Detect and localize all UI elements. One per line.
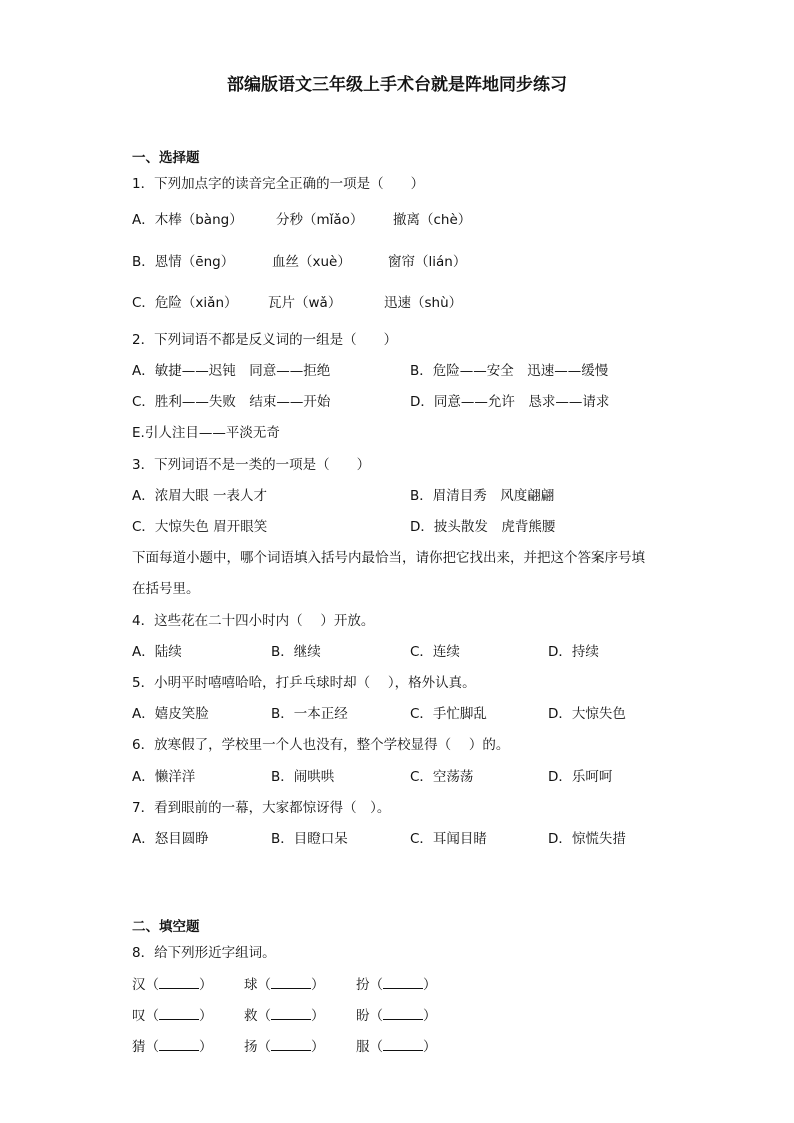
q1-option-b-1: B．恩情（ēng）	[132, 254, 235, 270]
question-7-stem: 7．看到眼前的一幕，大家都惊讶得（ ）。	[132, 800, 391, 816]
q6-option-c: C．空荡荡	[410, 769, 474, 785]
answer-blank[interactable]	[159, 1038, 199, 1051]
q1-option-a-1: A．木棒（bàng）	[132, 212, 243, 228]
answer-blank[interactable]	[159, 1007, 199, 1020]
q8-item: 扮（ ）	[356, 977, 437, 993]
q1-option-c-2: 瓦片（wǎ）	[268, 295, 342, 311]
q8-item: 服（ ）	[356, 1039, 437, 1055]
question-6-stem: 6．放寒假了，学校里一个人也没有，整个学校显得（ ）的。	[132, 737, 510, 753]
section-heading-fill: 二、填空题	[132, 919, 200, 935]
q4-option-c: C．连续	[410, 644, 460, 660]
q5-option-c: C．手忙脚乱	[410, 706, 487, 722]
q8-item: 球（ ）	[244, 977, 325, 993]
q2-option-b: B．危险——安全 迅速——缓慢	[410, 363, 609, 379]
q5-option-a: A．嬉皮笑脸	[132, 706, 209, 722]
q4-option-b: B．继续	[271, 644, 321, 660]
answer-blank[interactable]	[383, 1007, 423, 1020]
q8-char: 球	[244, 977, 258, 993]
instruction-line-1: 下面每道小题中，哪个词语填入括号内最恰当，请你把它找出来，并把这个答案序号填	[132, 550, 645, 566]
q8-char: 服	[356, 1039, 370, 1055]
q8-item: 汉（ ）	[132, 977, 213, 993]
page-title: 部编版语文三年级上手术台就是阵地同步练习	[227, 75, 567, 95]
question-3-stem: 3．下列词语不是一类的一项是（ ）	[132, 457, 371, 473]
q1-option-a-2: 分秒（mǐǎo）	[276, 212, 364, 228]
q2-option-e: E.引人注目——平淡无奇	[132, 425, 280, 441]
q6-option-a: A．懒洋洋	[132, 769, 196, 785]
q8-char: 汉	[132, 977, 146, 993]
q8-item: 叹（ ）	[132, 1008, 213, 1024]
question-8-stem: 8．给下列形近字组词。	[132, 945, 276, 961]
section-heading-choice: 一、选择题	[132, 150, 200, 166]
q5-option-b: B．一本正经	[271, 706, 348, 722]
q3-option-c: C．大惊失色 眉开眼笑	[132, 519, 268, 535]
q1-option-b-3: 窗帘（lián）	[388, 254, 467, 270]
question-1-stem: 1．下列加点字的读音完全正确的一项是（ ）	[132, 176, 425, 192]
q1-option-a-3: 撤离（chè）	[393, 212, 472, 228]
q8-char: 盼	[356, 1008, 370, 1024]
question-2-stem: 2．下列词语不都是反义词的一组是（ ）	[132, 332, 398, 348]
q4-option-a: A．陆续	[132, 644, 182, 660]
q7-option-b: B．目瞪口呆	[271, 831, 348, 847]
q6-option-b: B．闹哄哄	[271, 769, 335, 785]
q1-option-b-2: 血丝（xuè）	[272, 254, 351, 270]
answer-blank[interactable]	[383, 976, 423, 989]
question-5-stem: 5．小明平时嘻嘻哈哈，打乒乓球时却（ ），格外认真。	[132, 675, 476, 691]
answer-blank[interactable]	[271, 1038, 311, 1051]
q7-option-c: C．耳闻目睹	[410, 831, 487, 847]
q8-char: 救	[244, 1008, 258, 1024]
q8-item: 救（ ）	[244, 1008, 325, 1024]
q8-item: 猜（ ）	[132, 1039, 213, 1055]
answer-blank[interactable]	[271, 976, 311, 989]
q3-option-a: A．浓眉大眼 一表人才	[132, 488, 268, 504]
q8-char: 猜	[132, 1039, 146, 1055]
q3-option-b: B．眉清目秀 风度翩翩	[410, 488, 555, 504]
q8-char: 扬	[244, 1039, 258, 1055]
answer-blank[interactable]	[383, 1038, 423, 1051]
q7-option-d: D．惊慌失措	[548, 831, 626, 847]
q4-option-d: D．持续	[548, 644, 599, 660]
q6-option-d: D．乐呵呵	[548, 769, 613, 785]
q8-char: 扮	[356, 977, 370, 993]
answer-blank[interactable]	[271, 1007, 311, 1020]
answer-blank[interactable]	[159, 976, 199, 989]
q8-char: 叹	[132, 1008, 146, 1024]
q1-option-c-1: C．危险（xiǎn）	[132, 295, 238, 311]
instruction-line-2: 在括号里。	[132, 581, 200, 597]
q2-option-d: D．同意——允许 恳求——请求	[410, 394, 610, 410]
q3-option-d: D．披头散发 虎背熊腰	[410, 519, 556, 535]
q8-item: 盼（ ）	[356, 1008, 437, 1024]
q5-option-d: D．大惊失色	[548, 706, 626, 722]
q1-option-c-3: 迅速（shù）	[384, 295, 463, 311]
q7-option-a: A．怒目圆睁	[132, 831, 209, 847]
q8-item: 扬（ ）	[244, 1039, 325, 1055]
question-4-stem: 4．这些花在二十四小时内（ ）开放。	[132, 613, 375, 629]
q2-option-a: A．敏捷——迟钝 同意——拒绝	[132, 363, 331, 379]
q2-option-c: C．胜利——失败 结束——开始	[132, 394, 331, 410]
